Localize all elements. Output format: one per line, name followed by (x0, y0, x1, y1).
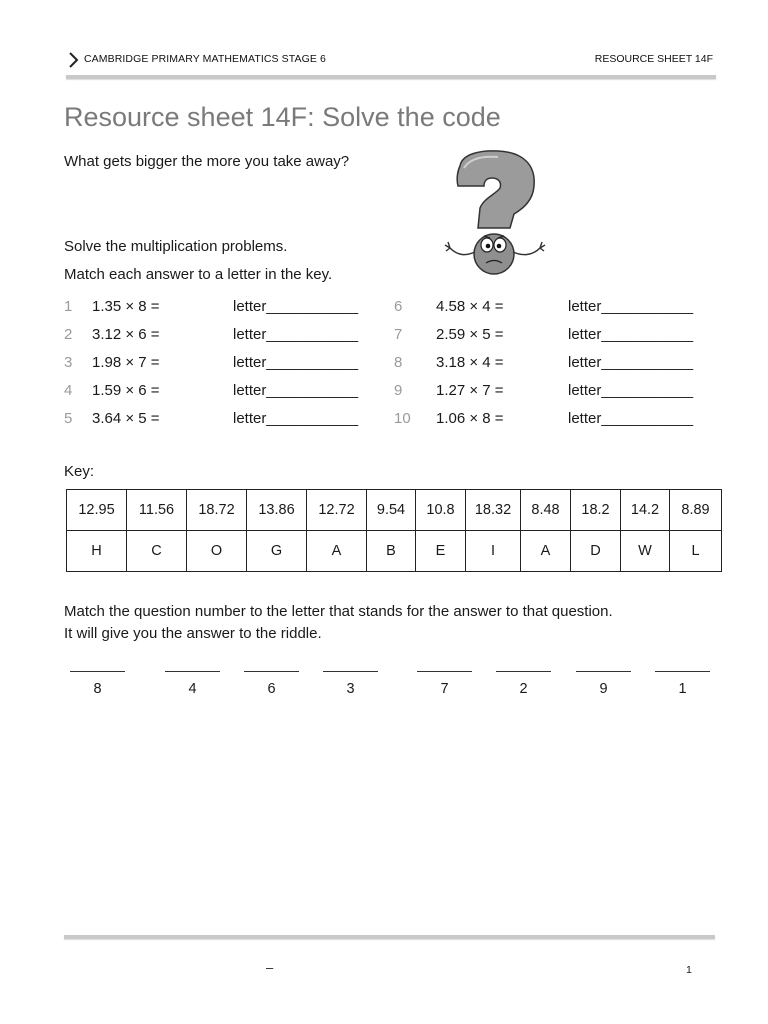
question-number: 5 (64, 410, 73, 427)
page-number: 1 (686, 964, 692, 976)
key-letter-cell: A (521, 531, 571, 572)
question-number: 9 (394, 382, 403, 399)
key-letter-cell: D (571, 531, 621, 572)
key-letter-cell: E (416, 531, 466, 572)
answer-question-number: 2 (519, 681, 528, 697)
answer-blank[interactable] (496, 671, 551, 672)
question-expression: 3.64 × 5 = (92, 410, 160, 427)
question-letter-blank[interactable]: letter___________ (568, 410, 694, 427)
answer-question-number: 3 (346, 681, 355, 697)
key-value-cell: 12.72 (307, 490, 367, 531)
header-sheet-id: RESOURCE SHEET 14F (594, 53, 713, 65)
key-table (66, 489, 722, 572)
question-letter-blank[interactable]: letter___________ (233, 326, 359, 343)
key-letter-cell: A (307, 531, 367, 572)
key-value-cell: 8.89 (670, 490, 722, 531)
question-expression: 3.18 × 4 = (436, 354, 504, 371)
key-label: Key: (64, 463, 95, 480)
key-value-cell: 11.56 (127, 490, 187, 531)
question-letter-blank[interactable]: letter___________ (233, 410, 359, 427)
question-letter-blank[interactable]: letter___________ (233, 354, 359, 371)
key-letter-cell: L (670, 531, 722, 572)
question-number: 2 (64, 326, 73, 343)
question-letter-blank[interactable]: letter___________ (233, 298, 359, 315)
key-value-cell: 10.8 (416, 490, 466, 531)
answer-question-number: 8 (93, 681, 102, 697)
answer-blank[interactable] (655, 671, 710, 672)
key-letter-cell: G (247, 531, 307, 572)
key-value-cell: 9.54 (367, 490, 416, 531)
match-instruction-riddle: It will give you the answer to the riddle. (64, 625, 322, 642)
key-values-row (67, 490, 722, 531)
question-number: 4 (64, 382, 73, 399)
question-number: 10 (394, 410, 411, 427)
question-number: 1 (64, 298, 73, 315)
key-value-cell: 13.86 (247, 490, 307, 531)
page-title: Resource sheet 14F: Solve the code (64, 102, 501, 132)
footer-dash: – (266, 960, 274, 975)
answer-question-number: 1 (678, 681, 687, 697)
question-letter-blank[interactable]: letter___________ (568, 326, 694, 343)
question-expression: 3.12 × 6 = (92, 326, 160, 343)
question-number: 7 (394, 326, 403, 343)
question-expression: 1.98 × 7 = (92, 354, 160, 371)
answer-blank[interactable] (323, 671, 378, 672)
question-expression: 1.35 × 8 = (92, 298, 160, 315)
answer-question-number: 4 (188, 681, 197, 697)
riddle-question: What gets bigger the more you take away? (64, 153, 350, 170)
key-letter-cell: B (367, 531, 416, 572)
instruction-match: Match each answer to a letter in the key. (64, 266, 333, 283)
question-expression: 1.06 × 8 = (436, 410, 504, 427)
question-letter-blank[interactable]: letter___________ (233, 382, 359, 399)
key-letter-cell: W (621, 531, 670, 572)
footer-divider (64, 935, 715, 939)
answer-blank[interactable] (576, 671, 631, 672)
key-letter-cell: I (466, 531, 521, 572)
key-value-cell: 18.32 (466, 490, 521, 531)
answer-question-number: 6 (267, 681, 276, 697)
question-number: 6 (394, 298, 403, 315)
key-letter-cell: C (127, 531, 187, 572)
match-instruction: Match the question number to the letter that stands for the answer to that question. (64, 603, 613, 620)
question-letter-blank[interactable]: letter___________ (568, 298, 694, 315)
key-value-cell: 12.95 (67, 490, 127, 531)
answer-question-number: 7 (440, 681, 449, 697)
question-mark-character-icon (440, 148, 552, 278)
question-number: 8 (394, 354, 403, 371)
answer-blank[interactable] (244, 671, 299, 672)
question-expression: 2.59 × 5 = (436, 326, 504, 343)
chevron-right-icon (66, 51, 80, 69)
key-letters-row (67, 531, 722, 572)
question-expression: 1.59 × 6 = (92, 382, 160, 399)
question-expression: 1.27 × 7 = (436, 382, 504, 399)
key-value-cell: 14.2 (621, 490, 670, 531)
key-value-cell: 18.72 (187, 490, 247, 531)
question-letter-blank[interactable]: letter___________ (568, 382, 694, 399)
question-expression: 4.58 × 4 = (436, 298, 504, 315)
header-course-title: CAMBRIDGE PRIMARY MATHEMATICS STAGE 6 (84, 53, 326, 65)
answer-blank[interactable] (417, 671, 472, 672)
answer-blank[interactable] (70, 671, 125, 672)
answer-blank[interactable] (165, 671, 220, 672)
answer-question-number: 9 (599, 681, 608, 697)
question-letter-blank[interactable]: letter___________ (568, 354, 694, 371)
question-number: 3 (64, 354, 73, 371)
key-value-cell: 8.48 (521, 490, 571, 531)
instruction-solve: Solve the multiplication problems. (64, 238, 288, 255)
header-divider (66, 75, 716, 79)
key-letter-cell: H (67, 531, 127, 572)
key-value-cell: 18.2 (571, 490, 621, 531)
key-letter-cell: O (187, 531, 247, 572)
